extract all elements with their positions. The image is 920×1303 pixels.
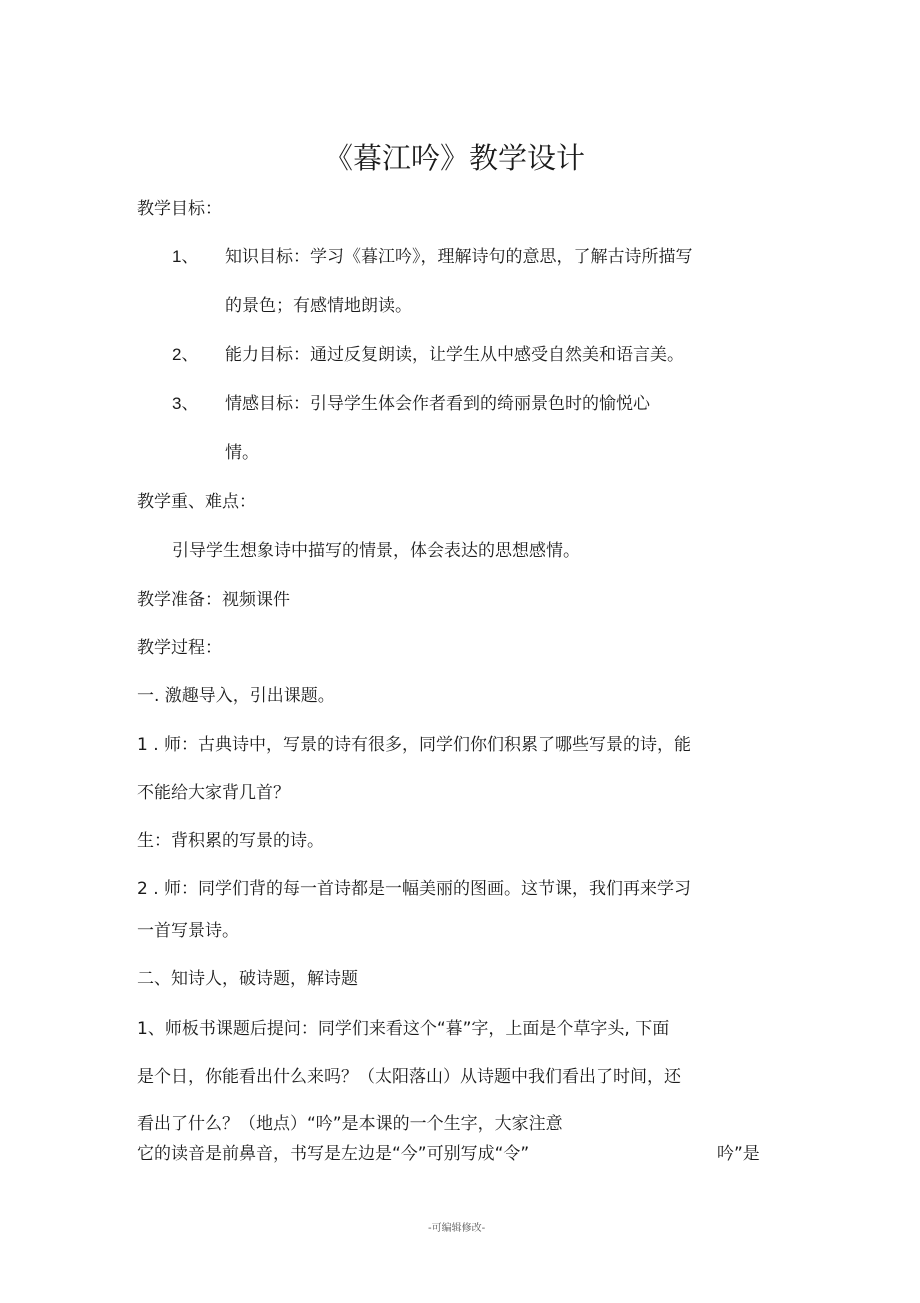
objective-1-line2: 的景色；有感情地朗读。: [225, 296, 412, 316]
section-1-heading: 一. 激趣导入，引出课题。: [137, 686, 335, 706]
item-1-line2: 不能给大家背几首？: [137, 783, 290, 803]
section-2-heading: 二、知诗人，破诗题，解诗题: [137, 969, 358, 989]
paragraph-1-line4a: 它的读音是前鼻音，书写是左边是“今”可别写成“令”: [137, 1144, 530, 1164]
item-2-line2: 一首写景诗。: [137, 921, 239, 941]
item-2-line1: 2 . 师：同学们背的每一首诗都是一幅美丽的图画。这节课，我们再来学习: [137, 879, 692, 899]
paragraph-1-line2: 是个日，你能看出什么来吗？（太阳落山）从诗题中我们看出了时间，还: [137, 1067, 681, 1087]
item-1-line1: 1 . 师：古典诗中，写景的诗有很多，同学们你们积累了哪些写景的诗，能: [137, 735, 692, 755]
paragraph-1-line3: 看出了什么？（地点）“吟”是本课的一个生字，大家注意: [137, 1114, 563, 1134]
page-title: 《暮江吟》教学设计: [324, 141, 586, 175]
objective-2-number: 2、: [172, 345, 199, 364]
key-points-text: 引导学生想象诗中描写的情景，体会表达的思想感情。: [172, 541, 580, 561]
objective-1-line1: 知识目标：学习《暮江吟》，理解诗句的意思，了解古诗所描写: [225, 247, 693, 267]
objective-3-line1: 情感目标：引导学生体会作者看到的绮丽景色时的愉悦心: [225, 394, 650, 414]
paragraph-1-line1: 1、师板书课题后提问：同学们来看这个“暮”字，上面是个草字头, 下面: [137, 1019, 670, 1039]
objective-2-line1: 能力目标：通过反复朗读，让学生从中感受自然美和语言美。: [225, 345, 684, 365]
objective-1-number: 1、: [172, 247, 199, 266]
student-response: 生：背积累的写景的诗。: [137, 831, 324, 851]
objective-3-number: 3、: [172, 394, 199, 413]
objectives-heading: 教学目标：: [137, 199, 222, 219]
key-points-heading: 教学重、难点：: [137, 492, 256, 512]
page-footer: -可编辑修改-: [428, 1223, 486, 1234]
paragraph-1-line4b: 吟”是: [717, 1144, 760, 1164]
objective-3-line2: 情。: [225, 443, 259, 463]
preparation-text: 教学准备：视频课件: [137, 590, 290, 610]
process-heading: 教学过程：: [137, 638, 222, 658]
